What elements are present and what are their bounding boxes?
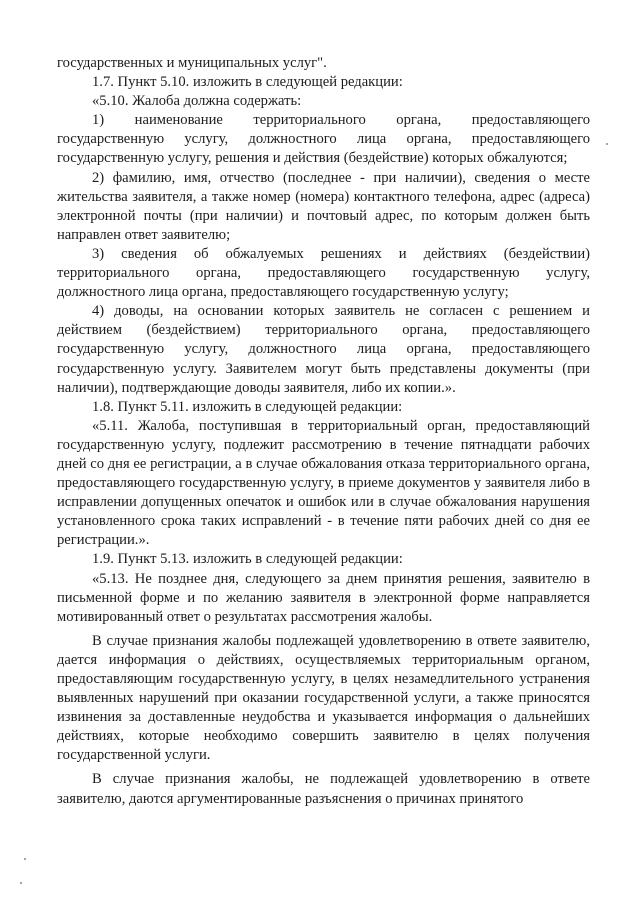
paragraph-5-10-point-1: 1) наименование территориального органа, предоставляющего государственную услугу, должностного лица органа, предоставляющего государственную услугу, решения и действия (бездействие) которых обжалуются; bbox=[57, 112, 590, 167]
paragraph-continuation: государственных и муниципальных услуг". bbox=[57, 55, 327, 71]
paragraph-5-10-intro: «5.10. Жалоба должна содержать: bbox=[92, 93, 302, 110]
paragraph-item-1-9: 1.9. Пункт 5.13. изложить в следующей редакции: bbox=[92, 551, 403, 568]
paragraph-5-13: «5.13. Не позднее дня, следующего за днем принятия решения, заявителю в письменной форме и по желанию заявителя в электронной форме направляется мотивированный ответ о результатах рассмотрения жалобы. bbox=[57, 570, 590, 625]
paragraph-item-1-7: 1.7. Пункт 5.10. изложить в следующей редакции: bbox=[92, 74, 403, 91]
paragraph-5-10-point-3: 3) сведения об обжалуемых решениях и действиях (бездействии) территориального органа, предоставляющего государственную услугу, должностного лица органа, предоставляющего государственную услугу; bbox=[57, 245, 590, 301]
paragraph-5-11: «5.11. Жалоба, поступившая в территориальный орган, предоставляющий государственную услугу, подлежит рассмотрению в течение пятнадцати рабочих дней со дня ее регистрации, а в случае обжалования отказа территориального органа, предоставляющего государственную услугу, в приеме документов у заявителя либо в исправлении допущенных опечаток и ошибок или в случае обжалования нарушения установленного срока таких исправлений - в течение пяти рабочих дней со дня ее регистрации.». bbox=[57, 417, 590, 549]
paragraph-item-1-8: 1.8. Пункт 5.11. изложить в следующей редакции: bbox=[92, 398, 403, 415]
scan-speck bbox=[24, 858, 26, 860]
paragraph-5-10-point-4: 4) доводы, на основании которых заявитель не согласен с решением и действием (бездействием) территориального органа, предоставляющего государственную услугу, должностного лица органа, предоставляющего государственную услугу. Заявителем могут быть представлены документы (при наличии), подтверждающие доводы заявителя, либо их копии.». bbox=[57, 303, 590, 396]
document-body bbox=[57, 54, 590, 809]
paragraph-complaint-satisfied: В случае признания жалобы подлежащей удовлетворению в ответе заявителю, дается информация о действиях, осуществляемых территориальным органом, предоставляющим государственную услугу, в целях незамедлительного устранения выявленных нарушений при оказании государственной услуги, а также приносятся извинения за доставленные неудобства и указывается информация о дальнейших действиях, которые необходимо совершить заявителю в целях получения государственной услуги. bbox=[57, 632, 590, 764]
scan-speck bbox=[20, 882, 22, 884]
scan-speck bbox=[606, 143, 608, 145]
paragraph-complaint-rejected: В случае признания жалобы, не подлежащей удовлетворению в ответе заявителю, даются аргументированные разъяснения о причинах принятого bbox=[57, 771, 590, 807]
paragraph-5-10-point-2: 2) фамилию, имя, отчество (последнее - при наличии), сведения о месте жительства заявителя, а также номер (номера) контактного телефона, адрес (адреса) электронной почты (при наличии) и почтовый адрес, по которым должен быть направлен ответ заявителю; bbox=[57, 169, 590, 243]
